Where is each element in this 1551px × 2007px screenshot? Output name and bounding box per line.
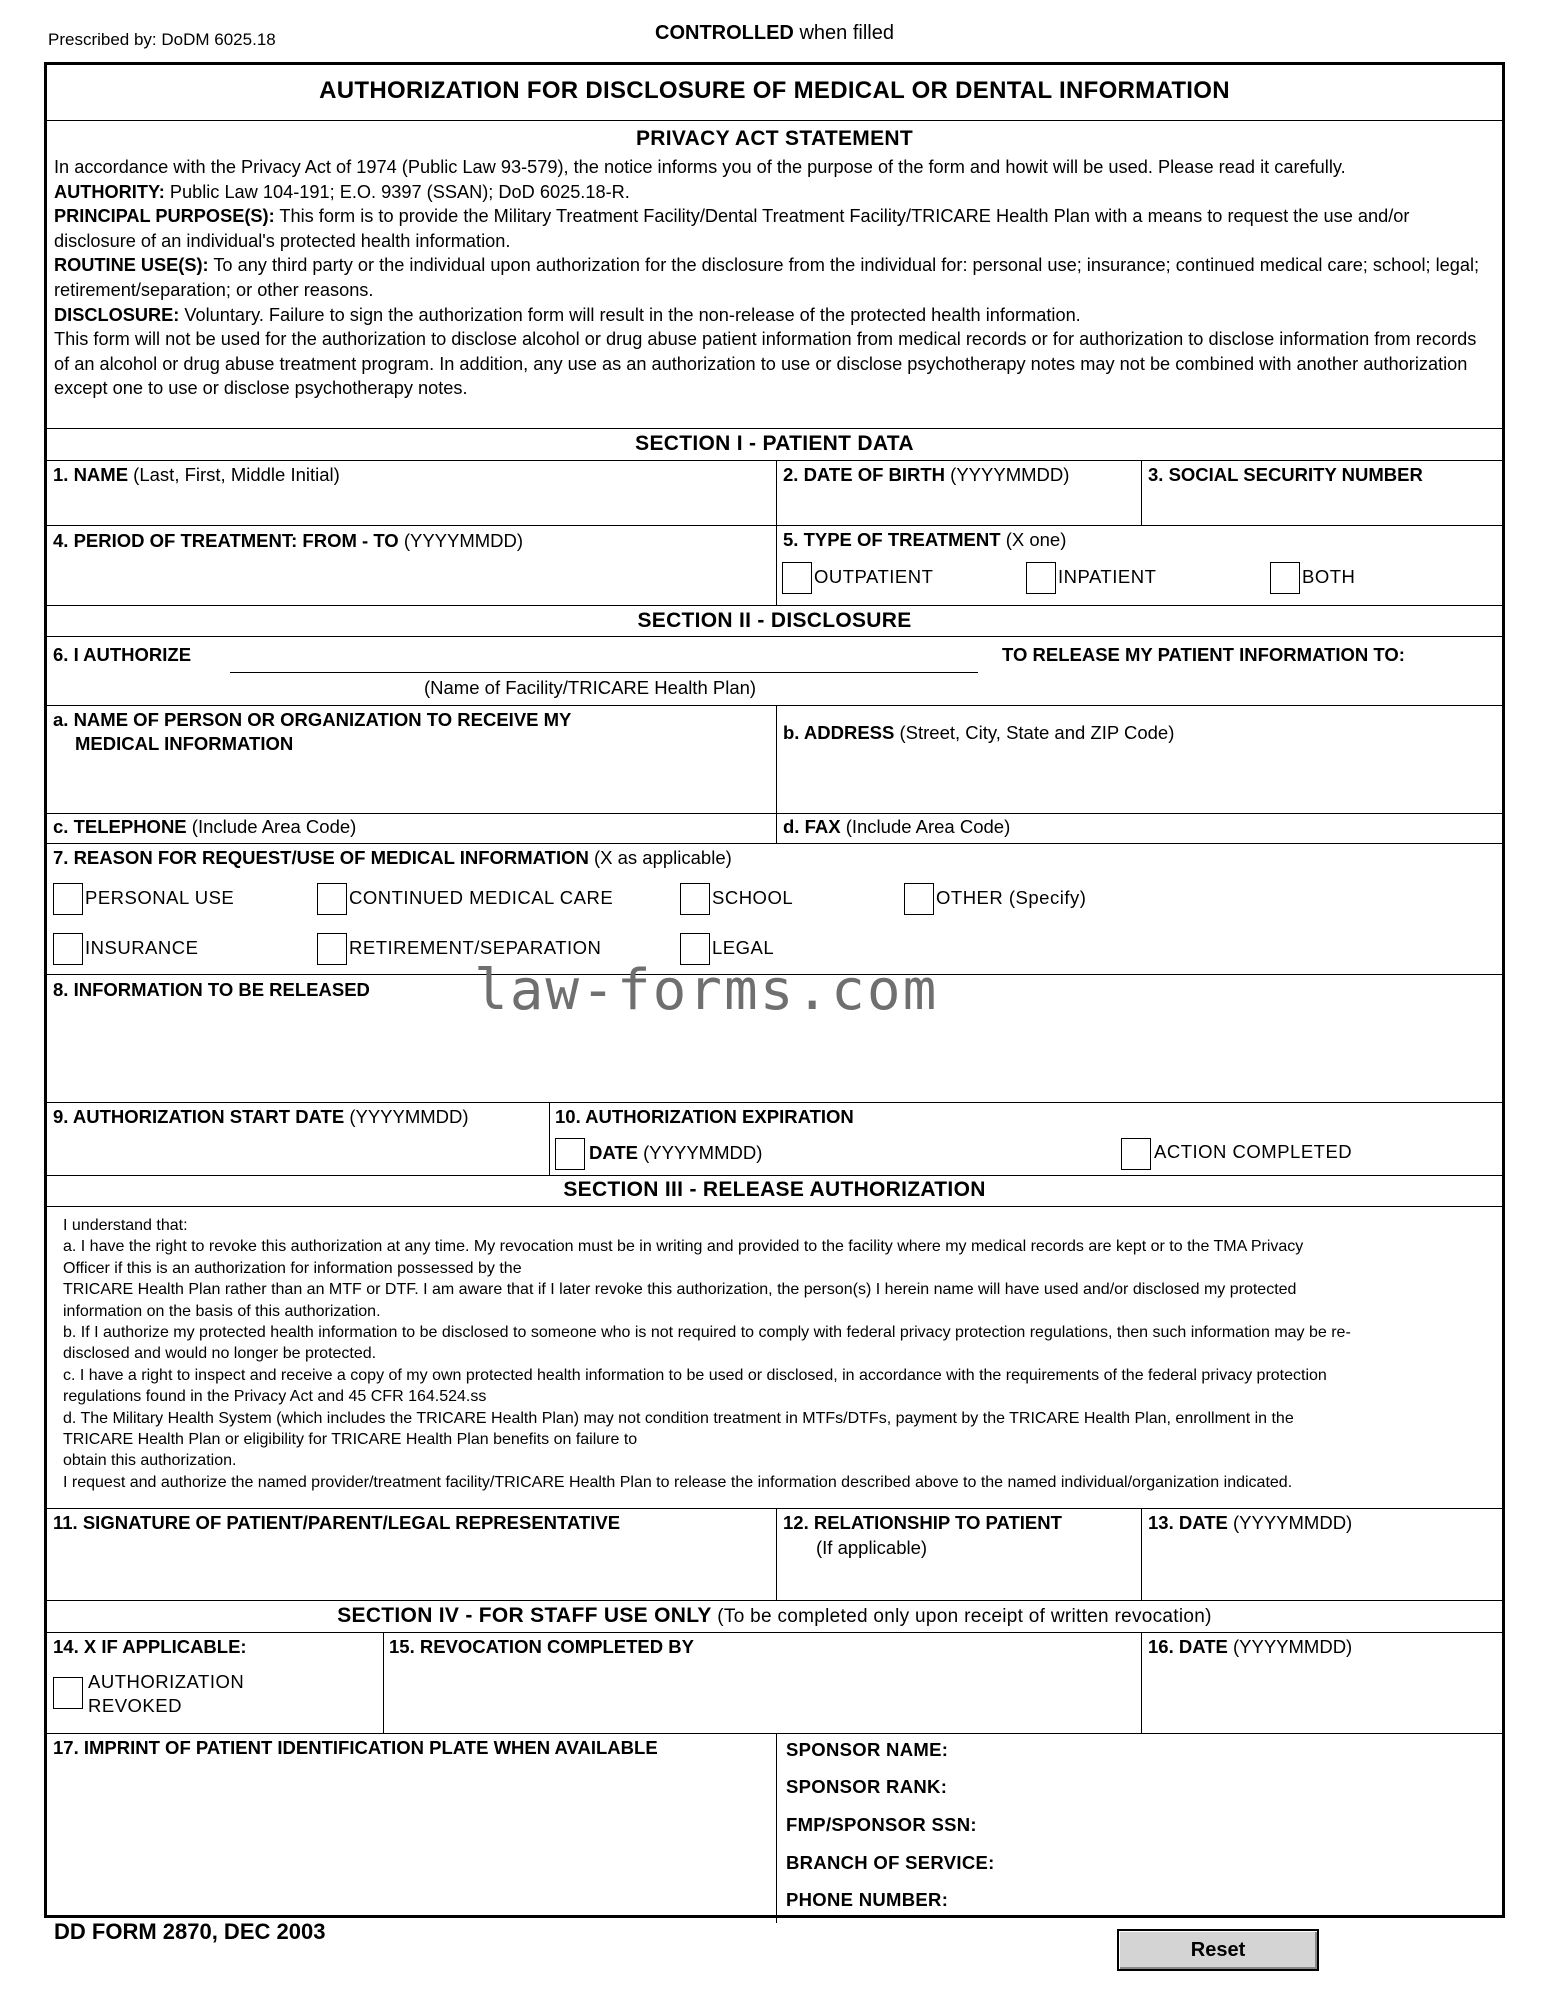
outpatient-checkbox[interactable] (782, 562, 812, 594)
expiration-date-label (589, 1141, 762, 1165)
school-label: SCHOOL (712, 887, 794, 908)
disclosure (54, 303, 1484, 328)
field-a-recipient[interactable] (53, 708, 571, 732)
purpose-label: PRINCIPAL PURPOSE(S): (54, 206, 275, 227)
field-7-reason (53, 846, 732, 870)
field-12-relationship[interactable] (783, 1511, 1062, 1535)
branch-of-service-label[interactable]: BRANCH OF SERVICE: (786, 1852, 995, 1873)
divider (47, 813, 1502, 814)
continued-care-label: CONTINUED MEDICAL CARE (349, 887, 614, 908)
purpose-text: This form is to provide the Military Treatment Facility/Dental Treatment Facility/TRICARE Health Plan with a means to request the use and/or disclosure of an individual's protected health information. (54, 206, 1410, 251)
section-4-title (47, 1604, 1502, 1628)
privacy-closing: This form will not be used for the authorization to disclose alcohol or drug abuse patient information from medical records or for authorization to disclose information from records of an alcohol or drug abuse treatment program. In addition, any use as an authorization to use or disclose psychotherapy notes may not be combined with another authorization except one to use or disclose psychotherapy notes. (54, 329, 1477, 399)
reset-button[interactable]: Reset (1117, 1929, 1319, 1971)
release-line: d. The Military Health System (which includes the TRICARE Health Plan) may not condition treatment in MTFs/DTFs, payment by the TRICARE Health Plan, enrollment in the (63, 1409, 1294, 1427)
field-13-hint: (YYYYMMDD) (1227, 1512, 1353, 1533)
other-checkbox[interactable] (904, 883, 934, 915)
privacy-act-title: PRIVACY ACT STATEMENT (636, 127, 913, 150)
field-a-label-2: MEDICAL INFORMATION (75, 733, 294, 754)
expiration-date-checkbox[interactable] (555, 1138, 585, 1170)
field-15-revocation-by[interactable] (389, 1635, 694, 1659)
divider (47, 843, 1502, 844)
section-3-title: SECTION III - RELEASE AUTHORIZATION (563, 1178, 986, 1201)
field-16-hint: (YYYYMMDD) (1227, 1636, 1353, 1657)
release-line: information on the basis of this authorization. (63, 1302, 381, 1320)
divider (776, 1733, 777, 1923)
field-1-hint: (Last, First, Middle Initial) (128, 464, 340, 485)
release-line: disclosed and would no longer be protected. (63, 1345, 377, 1363)
field-5-hint: (X one) (1000, 529, 1067, 550)
field-5-label: 5. TYPE OF TREATMENT (783, 529, 1001, 550)
form-identifier: DD FORM 2870, DEC 2003 (54, 1919, 326, 1944)
controlled-label: CONTROLLED (655, 22, 794, 44)
field-14-if-applicable (53, 1635, 247, 1659)
personal-use-label: PERSONAL USE (85, 887, 235, 908)
field-12-hint: (If applicable) (816, 1537, 928, 1558)
field-b-address[interactable] (783, 721, 1174, 745)
divider (776, 460, 777, 605)
divider (1141, 460, 1142, 525)
release-line: b. If I authorize my protected health information to be disclosed to someone who is not required to comply with federal privacy protection regulations, then such information may be re- (63, 1324, 1351, 1342)
watermark: law-forms.com (474, 958, 939, 1023)
field-d-label: d. FAX (783, 816, 841, 837)
field-b-label: b. ADDRESS (783, 722, 895, 743)
field-12-label: 12. RELATIONSHIP TO PATIENT (783, 1512, 1062, 1533)
authority (54, 180, 1484, 205)
field-6-label: 6. I AUTHORIZE (53, 644, 192, 665)
field-a-label-1: a. NAME OF PERSON OR ORGANIZATION TO RECEIVE MY (53, 709, 572, 730)
field-c-label: c. TELEPHONE (53, 816, 187, 837)
release-line: obtain this authorization. (63, 1452, 237, 1470)
field-4-label: 4. PERIOD OF TREATMENT: FROM - TO (53, 530, 399, 551)
field-10-expiration (555, 1105, 854, 1129)
field-6-release-to (1002, 643, 1405, 667)
disclosure-text: Voluntary. Failure to sign the authorization form will result in the non-release of the protected health information. (179, 304, 1081, 325)
authority-label: AUTHORITY: (54, 181, 165, 202)
school-checkbox[interactable] (680, 883, 710, 915)
prescribed-by: Prescribed by: DoDM 6025.18 (48, 30, 276, 49)
divider (383, 1632, 384, 1733)
release-line: I understand that: (63, 1217, 188, 1234)
release-line: I request and authorize the named provider/treatment facility/TRICARE Health Plan to release the information described above to the named individual/organization indicated. (63, 1473, 1293, 1491)
field-7-label: 7. REASON FOR REQUEST/USE OF MEDICAL INFORMATION (53, 847, 589, 868)
release-line: TRICARE Health Plan rather than an MTF or DTF. I am aware that if I later revoke this authorization, the person(s) I herein name will have used and/or disclosed my protected (63, 1281, 1297, 1299)
routine-use (54, 253, 1484, 302)
authorization-revoked-label-1: AUTHORIZATION (88, 1671, 245, 1692)
release-authorization-text (63, 1215, 1490, 1493)
divider (47, 1102, 1502, 1103)
fmp-sponsor-ssn-label[interactable]: FMP/SPONSOR SSN: (786, 1814, 977, 1835)
field-a-label-line-2 (75, 732, 293, 756)
field-14-label: 14. X IF APPLICABLE: (53, 1636, 247, 1657)
action-completed-label: ACTION COMPLETED (1154, 1141, 1353, 1162)
release-to-label: TO RELEASE MY PATIENT INFORMATION TO: (1002, 644, 1405, 665)
field-15-label: 15. REVOCATION COMPLETED BY (389, 1636, 694, 1657)
continued-care-checkbox[interactable] (317, 883, 347, 915)
facility-name-line[interactable] (230, 672, 978, 673)
inpatient-checkbox[interactable] (1026, 562, 1056, 594)
field-9-label: 9. AUTHORIZATION START DATE (53, 1106, 345, 1127)
divider (47, 525, 1502, 526)
facility-name-caption: (Name of Facility/TRICARE Health Plan) (424, 677, 757, 698)
retirement-label: RETIREMENT/SEPARATION (349, 937, 602, 958)
inpatient-label: INPATIENT (1058, 566, 1157, 587)
divider (1141, 1632, 1142, 1733)
field-9-hint: (YYYYMMDD) (344, 1106, 469, 1127)
divider (47, 1206, 1502, 1207)
form-title: AUTHORIZATION FOR DISCLOSURE OF MEDICAL OR DENTAL INFORMATION (319, 77, 1230, 104)
field-8-label: 8. INFORMATION TO BE RELEASED (53, 979, 370, 1000)
field-b-hint: (Street, City, State and ZIP Code) (894, 722, 1175, 743)
principal-purpose (54, 204, 1484, 253)
sponsor-name-label[interactable]: SPONSOR NAME: (786, 1739, 949, 1760)
field-3-ssn[interactable] (1148, 463, 1423, 487)
field-10-label: 10. AUTHORIZATION EXPIRATION (555, 1106, 854, 1127)
field-2-date-of-birth[interactable] (783, 463, 1069, 487)
field-d-hint: (Include Area Code) (840, 816, 1011, 837)
divider (1141, 1508, 1142, 1600)
sponsor-rank-label[interactable]: SPONSOR RANK: (786, 1776, 948, 1797)
divider (776, 1508, 777, 1600)
divider (47, 1733, 1502, 1734)
section-2-title: SECTION II - DISCLOSURE (637, 609, 912, 632)
section-4-title-note: (To be completed only upon receipt of written revocation) (711, 1606, 1212, 1627)
release-line: c. I have a right to inspect and receive a copy of my own protected health information to be used or disclosed, in accordance with the requirements of the federal privacy protection (63, 1366, 1327, 1384)
field-d-fax[interactable] (783, 815, 1010, 839)
field-c-hint: (Include Area Code) (186, 816, 357, 837)
routine-label: ROUTINE USE(S): (54, 255, 209, 276)
field-17-imprint (53, 1736, 658, 1760)
section-1-title: SECTION I - PATIENT DATA (635, 432, 914, 455)
expiration-date-bold: DATE (589, 1142, 638, 1163)
divider (47, 1600, 1502, 1601)
both-checkbox[interactable] (1270, 562, 1300, 594)
authorization-revoked-label-2: REVOKED (88, 1695, 182, 1716)
field-1-name[interactable] (53, 463, 340, 487)
field-17-label: 17. IMPRINT OF PATIENT IDENTIFICATION PLATE WHEN AVAILABLE (53, 1737, 658, 1758)
controlled-notice (500, 22, 1050, 45)
both-label: BOTH (1302, 566, 1356, 587)
privacy-intro: In accordance with the Privacy Act of 1974 (Public Law 93-579), the notice informs you of the purpose of the form and howit will be used. Please read it carefully. (54, 157, 1346, 177)
insurance-checkbox[interactable] (53, 933, 83, 965)
field-13-label: 13. DATE (1148, 1512, 1228, 1533)
field-16-date[interactable] (1148, 1635, 1352, 1659)
field-2-hint: (YYYYMMDD) (945, 464, 1070, 485)
divider (549, 1102, 550, 1175)
expiration-date-hint: (YYYYMMDD) (638, 1142, 763, 1163)
field-8-information[interactable] (53, 978, 370, 1002)
divider (47, 120, 1502, 121)
release-line: a. I have the right to revoke this authorization at any time. My revocation must be in writing and provided to the facility where my medical records are kept or to the TMA Privacy (63, 1238, 1304, 1256)
divider (47, 1632, 1502, 1633)
field-7-hint: (X as applicable) (588, 847, 732, 868)
retirement-checkbox[interactable] (317, 933, 347, 965)
field-1-label: 1. NAME (53, 464, 129, 485)
phone-number-label[interactable]: PHONE NUMBER: (786, 1889, 949, 1910)
field-4-period-of-treatment[interactable] (53, 529, 523, 553)
authority-text: Public Law 104-191; E.O. 9397 (SSAN); DoD 6025.18-R. (164, 181, 630, 202)
section-4-title-bold: SECTION IV - FOR STAFF USE ONLY (337, 1604, 712, 1627)
field-13-date[interactable] (1148, 1511, 1352, 1535)
release-line: regulations found in the Privacy Act and 45 CFR 164.524.ss (63, 1388, 487, 1406)
divider (47, 705, 1502, 706)
field-9-start-date[interactable] (53, 1105, 469, 1129)
action-completed-checkbox[interactable] (1121, 1138, 1151, 1170)
personal-use-checkbox[interactable] (53, 883, 83, 915)
insurance-label: INSURANCE (85, 937, 199, 958)
controlled-suffix: when filled (793, 22, 894, 44)
field-11-signature[interactable] (53, 1511, 620, 1535)
routine-text: To any third party or the individual upon authorization for the disclosure from the individual for: personal use; insurance; continued medical care; school; legal; retirement/separation; or other reasons. (54, 255, 1480, 300)
authorization-revoked-checkbox[interactable] (53, 1677, 83, 1709)
release-line: Officer if this is an authorization for information possessed by the (63, 1259, 522, 1277)
field-3-label: 3. SOCIAL SECURITY NUMBER (1148, 464, 1423, 485)
other-label: OTHER (Specify) (936, 887, 1087, 908)
legal-label: LEGAL (712, 937, 775, 958)
divider (47, 460, 1502, 461)
divider (47, 428, 1502, 429)
outpatient-label: OUTPATIENT (814, 566, 934, 587)
divider (47, 1508, 1502, 1509)
field-5-type-of-treatment (783, 528, 1066, 552)
divider (776, 705, 777, 843)
disclosure-label: DISCLOSURE: (54, 304, 180, 325)
field-4-hint: (YYYYMMDD) (398, 530, 524, 551)
release-line: TRICARE Health Plan or eligibility for TRICARE Health Plan benefits on failure to (63, 1431, 638, 1449)
field-11-label: 11. SIGNATURE OF PATIENT/PARENT/LEGAL REPRESENTATIVE (53, 1512, 621, 1533)
field-c-telephone[interactable] (53, 815, 356, 839)
divider (47, 605, 1502, 606)
divider (47, 636, 1502, 637)
privacy-act-statement (54, 155, 1484, 401)
field-16-label: 16. DATE (1148, 1636, 1228, 1657)
field-6-authorize (53, 643, 191, 667)
divider (47, 1175, 1502, 1176)
field-2-label: 2. DATE OF BIRTH (783, 464, 946, 485)
